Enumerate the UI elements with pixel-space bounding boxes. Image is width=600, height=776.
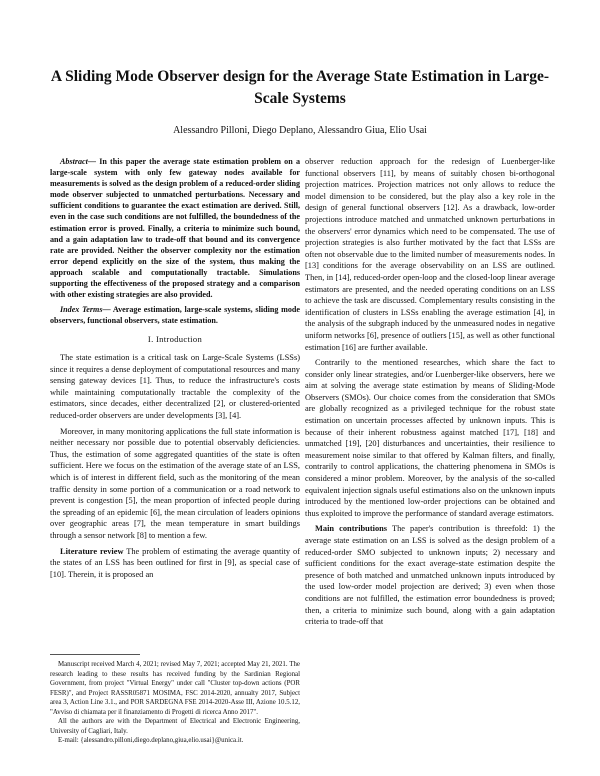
index-terms	[50, 304, 300, 326]
main-contributions-text: The paper's contribution is threefold: 1) the average state estimation on an LSS is solved as the design problem of a reduced-order SMO subjected to unknown inputs; 2) necessary and sufficient conditions for the exact average-state estimation despite the presence of both matched and unmatched unknown inputs introduced by the used low-order model projection are derived; 3) even when those conditions are not fulfilled, the estimation error boundedness is proved; then, a criteria to minimize such bound, along with a gain adaptation criteria to trade-off that	[305, 524, 555, 627]
intro-paragraph-2: Moreover, in many monitoring applications the full state information is neither necessary nor possible due to potential observably deficiencies. Thus, the estimation of some aggregated quantities of the state is often sufficient. Here we focus on the estimation of the average state of an LSS, which is of interest in different field, such as the monitoring of the mean traffic density in some portion of a communication or a road network to prevent is congestion [5], the mean proportion of infected people during the spreading of an epidemic [6], the mean circulation of leaders opinions over geographic areas [7], the mean temperature in smart buildings through a sensor network [8] to mention a few.	[50, 426, 300, 540]
abstract	[50, 156, 300, 300]
footnote-divider	[50, 654, 140, 655]
footnote-funding: Manuscript received March 4, 2021; revised May 7, 2021; accepted May 21, 2021. The research leading to these results has received funding by the Sardinian Regional Government, from project "Virtual Energy" under call "Cluster top-down actions (POR FESR)", and Project RASSR05871 MOSIMA, FSC 2014-2020, annualty 2017, Subject area 3, Action Line 3.1., and POR SARDEGNA FSE 2014-2020-Asse III, Azione 10.5.12, "Avviso di chiamata per il finanziamento di Progetti di ricerca Anno 2017".	[50, 661, 300, 716]
index-terms-text: — Average estimation, large-scale systems, sliding mode observers, functional observers, state estimation.	[50, 305, 301, 326]
main-contributions-lead: Main contributions	[315, 524, 388, 534]
section-heading-introduction: I. Introduction	[147, 334, 203, 345]
footnote-affiliation: All the authors are with the Department of Electrical and Electronic Engineering, University of Cagliari, Italy.	[50, 718, 300, 735]
intro-paragraph-1: The state estimation is a critical task on Large-Scale Systems (LSSs) since it requires a dense deployment of computational resources and many sensing gateway devices [1]. Thus, to reduce the infrastructure's costs while maintaining computationally tractable the complexity of the estimators, since decades, either decentralized [2], or clustered-oriented reduced-order observers are under developments [3], [4].	[50, 353, 300, 420]
main-contributions-paragraph	[305, 523, 555, 627]
left-column	[50, 156, 300, 584]
author-list: Alessandro Pilloni, Diego Deplano, Alessandro Giua, Elio Usai	[173, 125, 427, 136]
right-column	[305, 156, 555, 632]
literature-review-lead: Literature review	[60, 546, 124, 556]
index-terms-lead: Index Terms	[60, 305, 103, 315]
abstract-lead: Abstract	[60, 157, 88, 166]
literature-review-paragraph	[50, 546, 300, 581]
right-paragraph-1: observer reduction approach for the redesign of Luenberger-like functional observers [11], by means of suitably chosen bi-orthogonal projection matrices. Projection matrices not only allows to reduce the model dimension to be considered, but the play also a key role in the design of general functional observers [12]. As a drawback, low-order projections introduce matched and unmatched unknown perturbations in the observers' error dynamics which need to be compensated. The use of projection strategies is also further motivated by the fact that LSSs are often not observable due to the limited number of measurements nodes. In [13] conditions for the average observability on an LSS are outlined. Then, in [14], reduced-order open-loop and the closed-loop linear average estimators are presented, and the needed operating conditions on an LSS to achieve the task are discussed. Complementary results consisting in the identification of clusters in LSSs enabling the average estimation [4], in the analysis of the subgraph induced by the unmeasured nodes in negative uniform networks [6], presence of outliers [15], as well as other functional estimation [16] are further available.	[305, 157, 555, 352]
footnote	[50, 660, 300, 746]
footnote-email: E-mail: {alessandro.pilloni,diego.deplano,giua,elio.usai}@unica.it.	[58, 737, 244, 744]
literature-review-text: The problem of estimating the average quantity of the states of an LSS has been outlined for first in [9], as special case of [10]. Therein, it is proposed an	[50, 546, 300, 579]
right-paragraph-2: Contrarily to the mentioned researches, which share the fact to consider only linear strategies, and/or Luenberger-like observers, here we aim at solving the average state estimation by means of Sliding-Mode Observers (SMOs). Our choice comes from the consideration that SMOs are globally recognized as a privileged technique for the robust state estimation on uncertain processes affected by unknown inputs. This is because of their inherent robustness against matched [17], [18] and unmatched [19], [20] disturbances and uncertainties, their resilience to measurement noise similar to that offered by Kalman filters, and finally, contrarily to control applications, the chattering phenomena in SMOs is considered a minor problem. Moreover, by the analysis of the so-called equivalent injection signals useful estimations also on the unknown inputs introduced by the mentioned low-order projections can be obtained and thus exploited to improve the performance of standard average estimators.	[305, 358, 555, 518]
abstract-text: — In this paper the average state estimation problem on a large-scale system with only few gateway nodes available for measurements is solved as the design problem of a reduced-order sliding mode observer subjected to unmatched perturbations. Necessary and sufficient conditions to guarantee the exact estimation are derived. Still, even in the case such conditions are not fulfilled, the boundedness of the estimation error is proved. Finally, a criteria to minimize such bound, and a gain adaptation law to trade-off that bound and its convergence rate are provided. Neither the observer complexity nor the estimation error depend explicitly on the size of the system, thus making the approach scalable and computationally tractable. Simulations supporting the effectiveness of the proposed strategy and a comparison with other existing strategies are also provided.	[50, 157, 300, 300]
paper-title: A Sliding Mode Observer design for the Average State Estimation in Large-Scale Systems	[50, 68, 550, 107]
